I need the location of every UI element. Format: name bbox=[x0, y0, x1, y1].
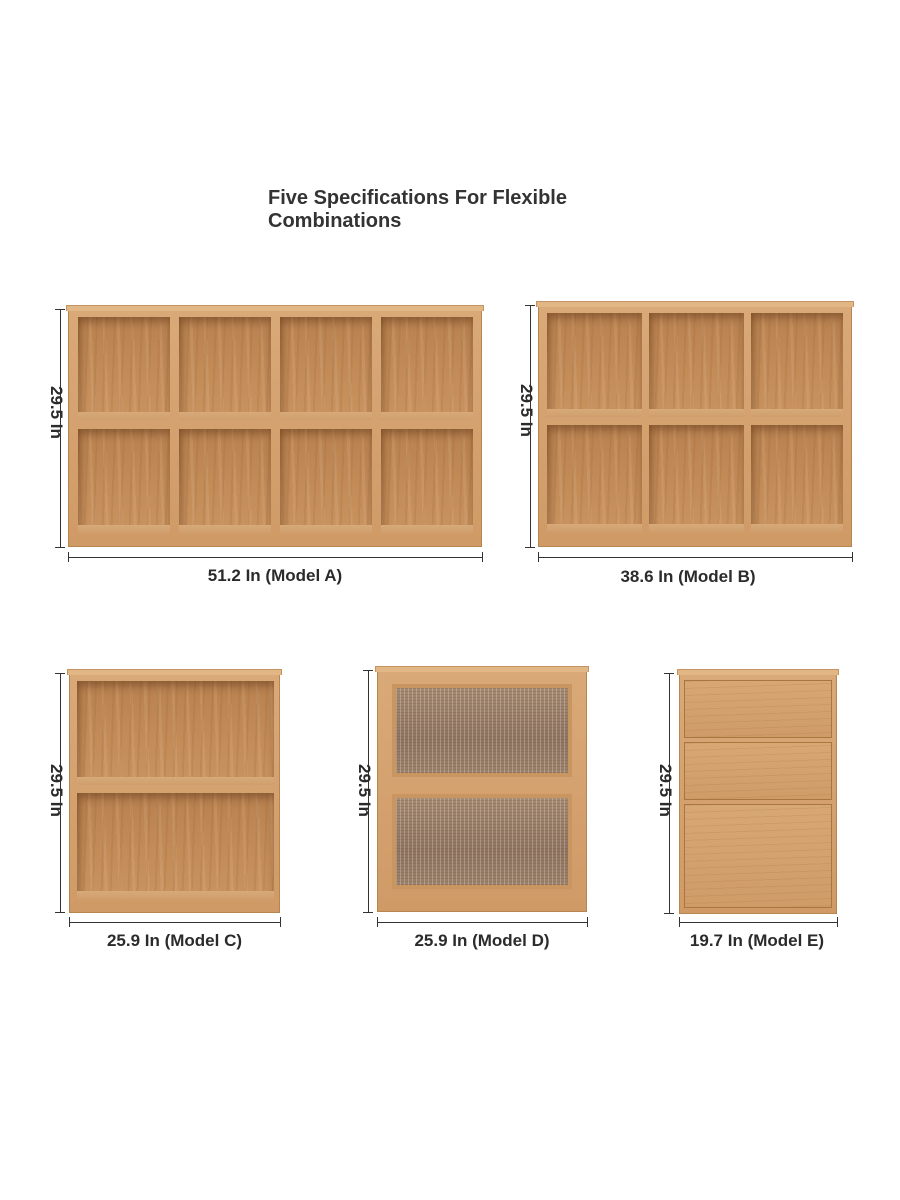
shelf-cell bbox=[381, 317, 473, 420]
height-label: 29.5 In bbox=[656, 764, 675, 817]
shelf-cell bbox=[751, 425, 843, 532]
height-label: 29.5 In bbox=[47, 764, 66, 817]
model-b-bookshelf bbox=[538, 305, 852, 547]
model-c-bookshelf bbox=[69, 673, 280, 913]
shelf-cell bbox=[547, 425, 642, 532]
width-label: 25.9 In (Model D) bbox=[414, 931, 550, 950]
drawer-bottom bbox=[684, 804, 832, 908]
shelf-cell bbox=[280, 429, 372, 533]
shelf-cell bbox=[78, 429, 170, 533]
height-label: 29.5 In bbox=[517, 384, 536, 437]
height-label: 29.5 In bbox=[47, 386, 66, 439]
width-label: 51.2 In (Model A) bbox=[207, 566, 343, 585]
width-label: 38.6 In (Model B) bbox=[620, 567, 756, 586]
width-dimension-line bbox=[538, 557, 852, 558]
shelf-cell bbox=[751, 313, 843, 417]
glass-door-upper bbox=[392, 684, 572, 777]
shelf-cell bbox=[649, 425, 744, 532]
width-dimension-line bbox=[69, 922, 280, 923]
model-d-glass-cabinet bbox=[377, 670, 587, 912]
width-dimension-line bbox=[679, 922, 837, 923]
width-dimension-line bbox=[68, 557, 482, 558]
drawer-middle bbox=[684, 742, 832, 800]
page-title: Five Specifications For Flexible Combinations bbox=[268, 187, 567, 232]
height-label: 29.5 In bbox=[355, 764, 374, 817]
width-label: 19.7 In (Model E) bbox=[689, 931, 825, 950]
shelf-cell bbox=[179, 429, 271, 533]
model-e-drawer-cabinet bbox=[679, 673, 837, 914]
width-dimension-line bbox=[377, 922, 587, 923]
shelf-cell bbox=[77, 793, 274, 899]
shelf-cell bbox=[280, 317, 372, 420]
shelf-cell bbox=[649, 313, 744, 417]
shelf-cell bbox=[381, 429, 473, 533]
shelf-cell bbox=[77, 681, 274, 785]
model-a-bookshelf bbox=[68, 309, 482, 547]
drawer-top bbox=[684, 680, 832, 738]
width-label: 25.9 In (Model C) bbox=[106, 931, 243, 950]
shelf-cell bbox=[179, 317, 271, 420]
shelf-cell bbox=[78, 317, 170, 420]
glass-door-lower bbox=[392, 794, 572, 889]
shelf-cell bbox=[547, 313, 642, 417]
